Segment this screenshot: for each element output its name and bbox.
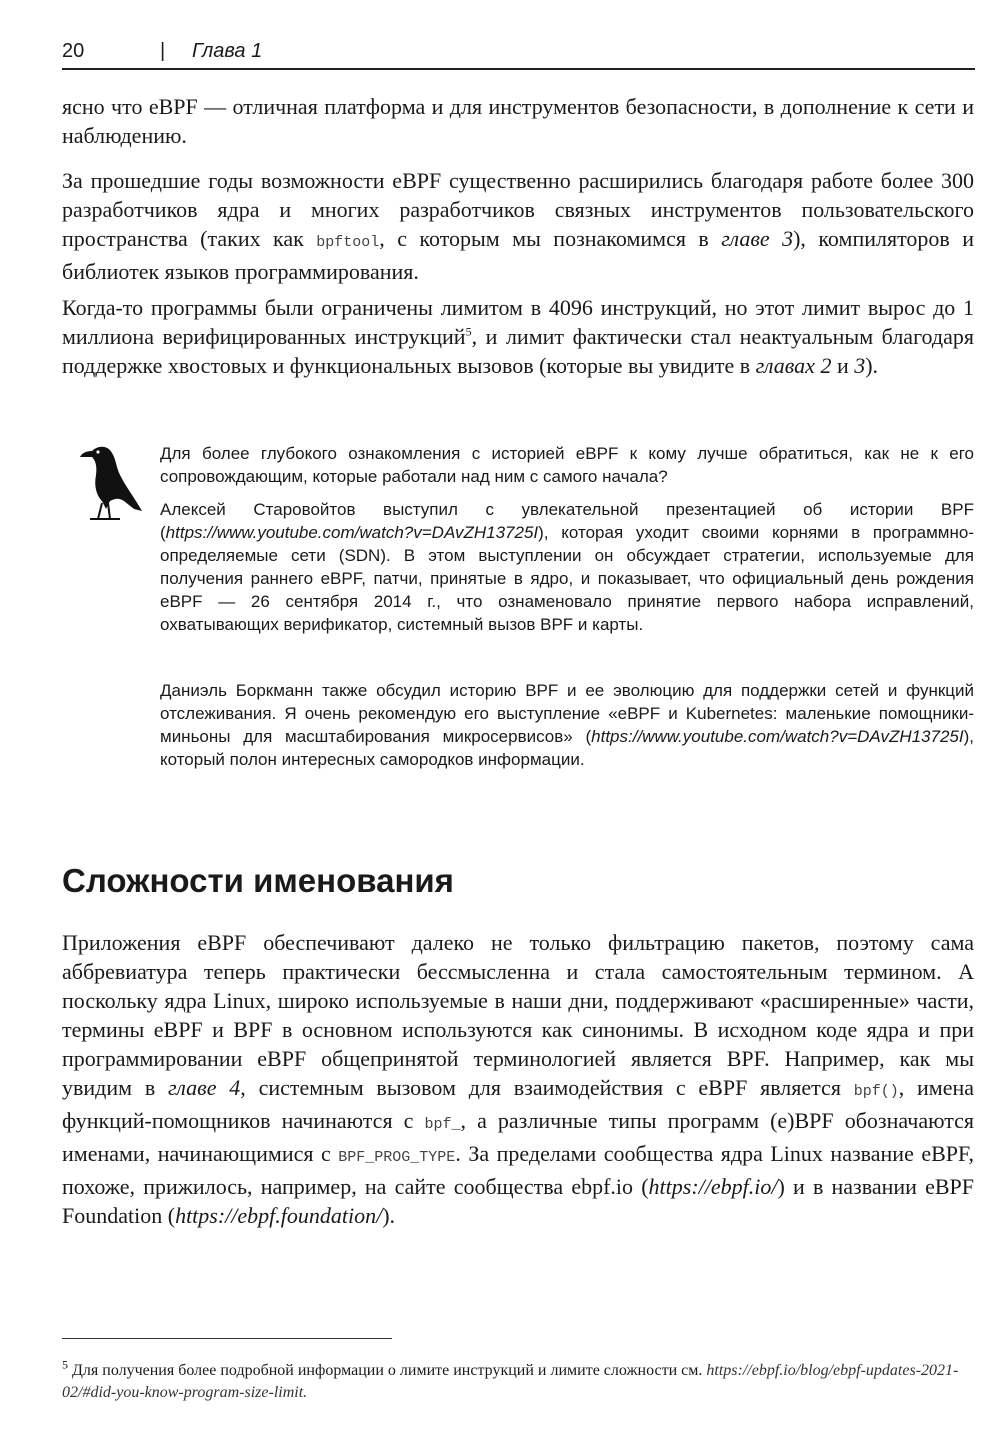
footnote	[62, 1357, 974, 1404]
inline-code-prog-type: BPF_PROG_TYPE	[338, 1149, 456, 1166]
note-text: ), который полон интересных самородков информации.	[160, 727, 974, 769]
paragraph-text: , а различные типы программ (e)BPF обозначаются именами, начинающимися с	[62, 1108, 975, 1166]
paragraph-limits	[62, 293, 974, 380]
paragraph-text: ).	[382, 1203, 396, 1228]
paragraph-text: , системным вызовом для взаимодействия с eBPF является	[240, 1075, 854, 1100]
paragraph-text: Приложения eBPF обеспечивают далеко не только фильтрацию пакетов, поэтому сама аббревиатура теперь практически бессмысленна и стала самостоятельным термином. А поскольку ядра Linux, широко используемые в наши дни, поддерживают «расширенные» части, термины eBPF и BPF в основном используются как синонимы. В исходном коде ядра и при программировании eBPF общепринятой терминологией является BPF. Например, как мы увидим в	[62, 930, 974, 1100]
youtube-link[interactable]: https://www.youtube.com/watch?v=DAvZH13725I	[165, 523, 539, 542]
paragraph-text: ) и в названии eBPF Foundation (	[62, 1174, 975, 1228]
paragraph-text: , имена функций-помощников начинаются с	[62, 1075, 975, 1133]
paragraph-text: , и лимит фактически стал неактуальным благодаря поддержке хвостовых и функциональных вызовов (которые вы увидите в	[62, 324, 974, 378]
note-text: Алексей Старовойтов выступил с увлекательной презентацией об истории BPF (	[160, 500, 974, 542]
chapter-ref: главах 2	[755, 353, 832, 378]
paragraph-growth	[62, 166, 974, 286]
paragraph-text: . За пределами сообщества ядра Linux название eBPF, похоже, прижилось, например, на сайте сообщества ebpf.io (	[62, 1141, 974, 1199]
note-starovoitov	[160, 498, 974, 636]
note-text: Для более глубокого ознакомления с историей eBPF к кому лучше обратиться, как не к его сопровождающим, которые работали над ним с самого начала?	[160, 444, 974, 486]
chapter-ref: 3	[854, 353, 866, 378]
youtube-link[interactable]: https://www.youtube.com/watch?v=DAvZH13725I	[591, 727, 964, 746]
footnote-number: 5	[62, 1357, 68, 1372]
footnote-link[interactable]: https://ebpf.io/blog/ebpf-updates-2021-02/#did-you-know-program-size-limit.	[62, 1362, 959, 1401]
note-borkmann	[160, 679, 974, 771]
paragraph-text: ).	[865, 353, 879, 378]
section-heading: Сложности именования	[62, 862, 454, 899]
paragraph-naming	[62, 928, 974, 1230]
footnote-divider	[62, 1338, 392, 1339]
chapter-title: Глава 1	[192, 40, 263, 62]
note-text: Даниэль Боркманн также обсудил историю BPF и ее эволюцию для поддержки сетей и функций отслеживания. Я очень рекомендую его выступление «eBPF и Kubernetes: маленькие помощники-миньоны для масштабирования микросервисов» (	[160, 681, 974, 746]
paragraph-text: За прошедшие годы возможности eBPF существенно расширились благодаря работе более 300 разработчиков ядра и многих разработчиков связных инструментов пользовательского пространства (таких как	[62, 168, 974, 251]
note-text: ), которая уходит своими корнями в программно-определяемые сети (SDN). В этом выступлении он обсуждает стратегии, используемые для получения раннего eBPF, патчи, принятые в ядро, и показывает, что официальный день рождения eBPF — 26 сентября 2014 г., что ознаменовало принятие первого набора исправлений, охватывающих верификатор, системный вызов BPF и карты.	[160, 523, 974, 634]
inline-code-bpftool: bpftool	[316, 234, 380, 251]
paragraph-intro	[62, 92, 974, 150]
footnote-ref[interactable]: 5	[465, 324, 472, 339]
page-header	[62, 40, 975, 70]
footnote-text: Для получения более подробной информации о лимите инструкций и лимите сложности см.	[68, 1362, 707, 1379]
ebpf-io-link[interactable]: https://ebpf.io/	[648, 1174, 778, 1199]
inline-code-bpf-prefix: bpf_	[424, 1116, 461, 1133]
note-question	[160, 442, 974, 488]
chapter-ref: главе 4	[168, 1075, 241, 1100]
inline-code-bpf: bpf()	[853, 1083, 899, 1100]
paragraph-text: Когда-то программы были ограничены лимитом в 4096 инструкций, но этот лимит вырос до 1 миллиона верифицированных инструкций	[62, 295, 974, 349]
page-number: 20	[62, 40, 85, 62]
paragraph-text: ясно что eBPF — отличная платформа и для инструментов безопасности, в дополнение к сети и наблюдению.	[62, 94, 974, 148]
paragraph-text: и	[831, 353, 855, 378]
paragraph-text: ), компиляторов и библиотек языков программирования.	[62, 226, 974, 284]
header-separator: |	[160, 40, 166, 62]
ebpf-foundation-link[interactable]: https://ebpf.foundation/	[175, 1203, 383, 1228]
crow-icon	[72, 437, 148, 523]
chapter-ref: главе 3	[721, 226, 794, 251]
paragraph-text: , с которым мы познакомимся в	[379, 226, 722, 251]
